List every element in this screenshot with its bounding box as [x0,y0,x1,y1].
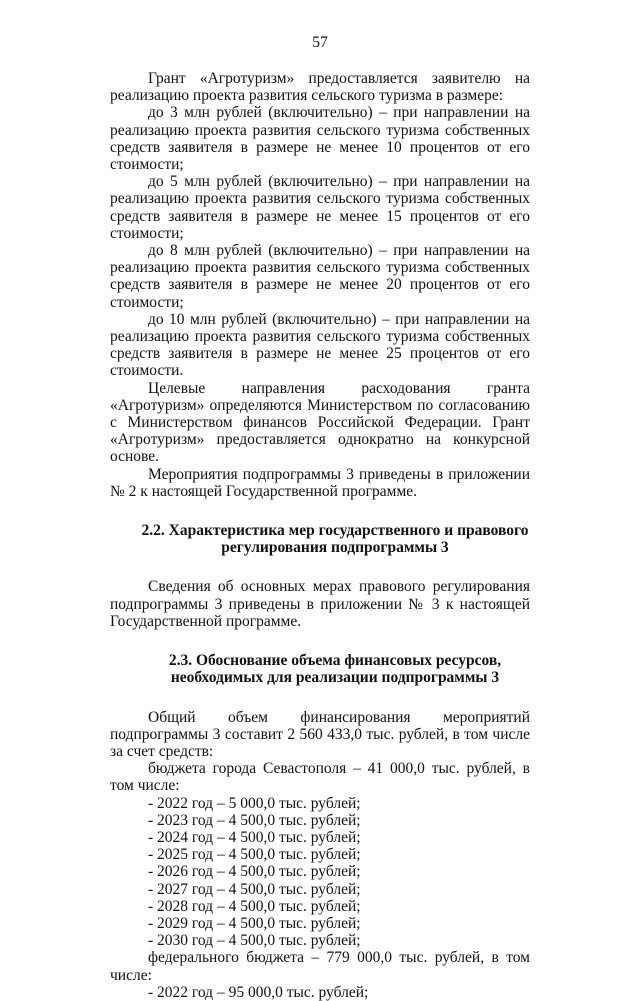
page-number: 57 [312,34,328,51]
financing-intro: Общий объем финансирования мероприятий подпрограммы 3 составит 2 560 433,0 тыс. рублей, в том числе за счет средств: [110,708,530,760]
federal-budget-line: федерального бюджета – 779 000,0 тыс. рублей, в том числе: [110,949,530,984]
document-body [110,70,530,1001]
section-2-2-text: Сведения об основных мерах правового регулирования подпрограммы 3 приведены в приложении № 3 к настоящей Государственной программе. [110,578,530,630]
list-item: - 2029 год – 4 500,0 тыс. рублей; [148,914,361,932]
list-item: - 2030 год – 4 500,0 тыс. рублей; [148,932,361,950]
city-budget-years-list [110,795,530,950]
grant-tier-5mln: до 5 млн рублей (включительно) – при направлении на реализацию проекта развития сельского туризма собственных средств заявителя в размере не менее 15 процентов от его стоимости; [110,173,530,242]
list-item: - 2025 год – 4 500,0 тыс. рублей; [148,846,361,864]
section-2-3-heading: 2.3. Обоснование объема финансовых ресурсов, необходимых для реализации подпрограммы 3 [168,652,502,687]
grant-tier-8mln: до 8 млн рублей (включительно) – при направлении на реализацию проекта развития сельского туризма собственных средств заявителя в размере не менее 20 процентов от его стоимости; [110,242,530,311]
section-2-2-heading: 2.2. Характеристика мер государственного и правового регулирования подпрограммы 3 [141,522,529,557]
grant-tier-10mln: до 10 млн рублей (включительно) – при направлении на реализацию проекта развития сельского туризма собственных средств заявителя в размере не менее 25 процентов от его стоимости. [110,310,530,380]
list-item: - 2022 год – 5 000,0 тыс. рублей; [148,794,361,812]
list-item: - 2023 год – 4 500,0 тыс. рублей; [148,811,361,829]
grant-intro-paragraph: Грант «Агротуризм» предоставляется заявителю на реализацию проекта развития сельского туризма в размере: [110,70,530,105]
list-item: - 2026 год – 4 500,0 тыс. рублей; [148,863,361,881]
federal-budget-years-list [110,984,530,1001]
list-item: - 2028 год – 4 500,0 тыс. рублей; [148,897,361,915]
grant-purpose-paragraph: Целевые направления расходования гранта «Агротуризм» определяются Министерством по согласованию с Министерством финансов Российской Федерации. Грант «Агротуризм» предоставляется однократно на конкурсной основе. [110,379,530,466]
list-item: - 2027 год – 4 500,0 тыс. рублей; [148,880,361,898]
city-budget-line: бюджета города Севастополя – 41 000,0 тыс. рублей, в том числе: [110,760,530,795]
measures-paragraph: Мероприятия подпрограммы 3 приведены в приложении № 2 к настоящей Государственной программе. [110,465,530,500]
list-item: - 2022 год – 95 000,0 тыс. рублей; [148,983,369,1001]
grant-tier-3mln: до 3 млн рублей (включительно) – при направлении на реализацию проекта развития сельского туризма собственных средств заявителя в размере не менее 10 процентов от его стоимости; [110,104,530,174]
list-item: - 2024 год – 4 500,0 тыс. рублей; [148,828,361,846]
